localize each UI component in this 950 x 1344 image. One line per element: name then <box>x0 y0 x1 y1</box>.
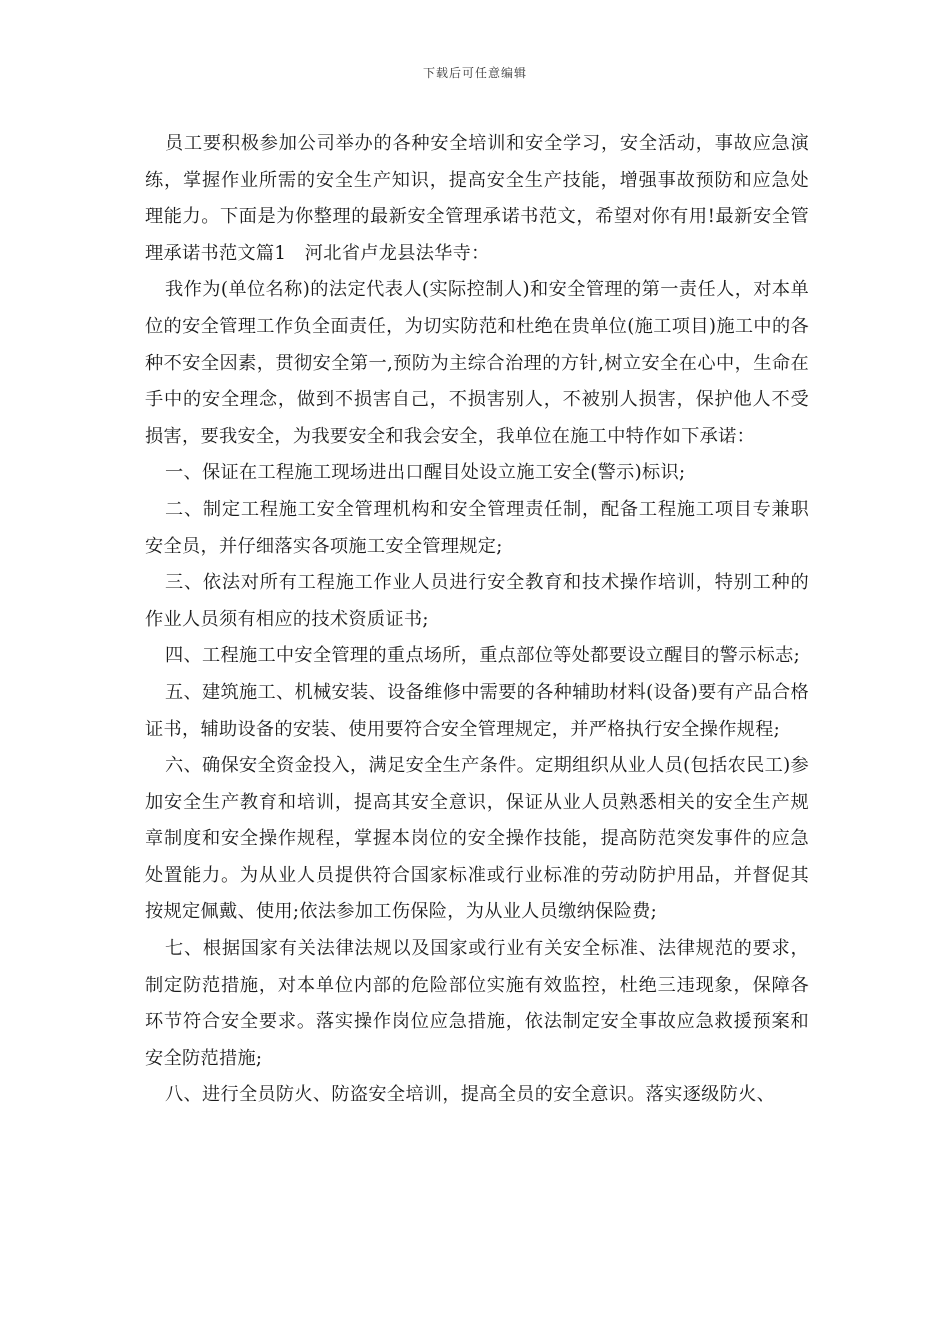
paragraph-item-4: 四、工程施工中安全管理的重点场所，重点部位等处都要设立醒目的警示标志; <box>165 645 801 667</box>
paragraph-commitment-statement: 我作为(单位名称)的法定代表人(实际控制人)和安全管理的第一责任人，对本单位的安全管理工作负全面责任，为切实防范和杜绝在贵单位(施工项目)施工中的各种不安全因素，贯彻安全第一,预防为主综合治理的方针,树立安全在心中，生命在手中的安全理念，做到不损害自己，不损害别人，不被别人损害，保护他人不受损害，要我安全，为我要安全和我会安全，我单位在施工中特作如下承诺： <box>145 279 809 447</box>
paragraph-item-8: 八、进行全员防火、防盗安全培训，提高全员的安全意识。落实逐级防火、 <box>165 1084 776 1106</box>
paragraph-item-2: 二、制定工程施工安全管理机构和安全管理责任制，配备工程施工项目专兼职安全员，并仔细落实各项施工安全管理规定; <box>145 498 809 557</box>
paragraph-item-3: 三、依法对所有工程施工作业人员进行安全教育和技术操作培训，特别工种的作业人员须有相应的技术资质证书; <box>145 572 809 630</box>
paragraph-intro: 员工要积极参加公司举办的各种安全培训和安全学习，安全活动，事故应急演练，掌握作业所需的安全生产知识，提高安全生产技能，增强事故预防和应急处理能力。下面是为你整理的最新安全管理承诺书范文，希望对你有用!最新安全管理承诺书范文篇1 河北省卢龙县法华寺： <box>145 133 809 264</box>
paragraph-item-7: 七、根据国家有关法律法规以及国家或行业有关安全标准、法律规范的要求，制定防范措施，对本单位内部的危险部位实施有效监控，杜绝三违现象，保障各环节符合安全要求。落实操作岗位应急措施，依法制定安全事故应急救援预案和安全防范措施; <box>145 938 809 1069</box>
paragraph-item-6: 六、确保安全资金投入，满足安全生产条件。定期组织从业人员(包括农民工)参加安全生产教育和培训，提高其安全意识，保证从业人员熟悉相关的安全生产规章制度和安全操作规程，掌握本岗位的安全操作技能，提高防范突发事件的应急处置能力。为从业人员提供符合国家标准或行业标准的劳动防护用品，并督促其按规定佩戴、使用;依法参加工伤保险，为从业人员缴纳保险费; <box>145 755 809 923</box>
paragraph-item-5: 五、建筑施工、机械安装、设备维修中需要的各种辅助材料(设备)要有产品合格证书，辅助设备的安装、使用要符合安全管理规定，并严格执行安全操作规程; <box>145 681 809 740</box>
header-note: 下载后可任意编辑 <box>422 66 527 80</box>
paragraph-item-1: 一、保证在工程施工现场进出口醒目处设立施工安全(警示)标识; <box>165 462 686 484</box>
document-body <box>145 126 809 1114</box>
